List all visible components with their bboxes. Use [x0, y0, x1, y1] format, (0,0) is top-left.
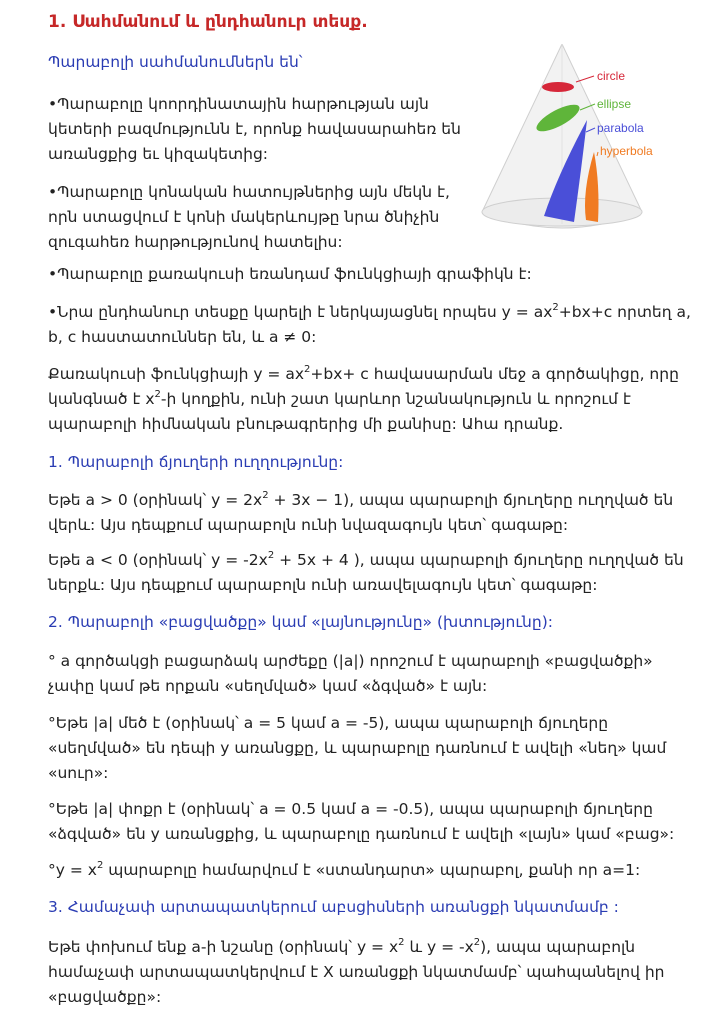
- section-2-p1-line-2: չափը կամ թե որքան «սեղմված» կամ «ձգված» է այն:: [48, 677, 488, 695]
- definition-1-line-2: կետերի բազմությունն է, որոնք հավասարահեռ են: [48, 120, 461, 138]
- section-1-p2-line-2: ներքև: Այս դեպքում պարաբոլն ունի առավելագույն կետ՝ գագաթը:: [48, 576, 598, 594]
- section-3-line-3: «բացվածքը»:: [48, 988, 162, 1006]
- hyperbola-label: hyperbola: [600, 144, 653, 158]
- section-1-p1-line-1: Եթե a > 0 (օրինակ՝ $y = 2x^2 + 3x - 1$), ապա պարաբոլի ճյուղերը ուղղված են: [48, 489, 674, 509]
- section-3-line-2: համաչափ արտապատկերվում է X առանցքի նկատմամբ՝ պահպանելով իր: [48, 963, 665, 981]
- circle-label: circle: [597, 69, 626, 83]
- section-2-p3-line-1: °Եթե |a| փոքր է (օրինակ՝ a = 0.5 կամ a = -0.5), ապա պարաբոլի ճյուղերը: [48, 800, 653, 818]
- section-1-p2-line-1: Եթե a < 0 (օրինակ՝ $y = -2x^2 + 5x + 4$ ), ապա պարաբոլի ճյուղերը ուղղված են: [48, 549, 684, 569]
- section-2-p3-line-2: «ձգված» են y առանցքից, և պարաբոլը դառնում է ավելի «լայն» կամ «բաց»:: [48, 825, 675, 843]
- definition-2-line-2: որն ստացվում է կոնի մակերևույթը նրա ծնիչին: [48, 208, 440, 226]
- definition-4-line-1: •Նրա ընդհանուր տեսքը կարելի է ներկայացնել որպես $y = ax^2+bx+c$ որտեղ a,: [48, 301, 691, 321]
- definition-2-line-1: •Պարաբոլը կոնական հատույթներից այն մեկն է,: [48, 183, 450, 201]
- section-2-p4: $^\circ y = x^2$ պարաբոլը համարվում է «ստանդարտ» պարաբոլ, քանի որ a=1:: [48, 859, 641, 879]
- parabola-label: parabola: [597, 121, 644, 135]
- definition-4-line-2: b, c հաստատուններ են, և a ≠ 0:: [48, 328, 317, 346]
- intro-line-3: պարաբոլի հիմնական բնութագրերից մի քանիսը: Ահա դրանք.: [48, 415, 564, 433]
- circle-section: [542, 82, 574, 92]
- section-3-line-1: Եթե փոխում ենք a-ի նշանը (օրինակ՝ $y = x^2$ և $y = -x^2$), ապա պարաբոլն: [48, 936, 636, 956]
- section-1-p1-line-2: վերև: Այս դեպքում պարաբոլն ունի նվազագույն կետ՝ գագաթը:: [48, 516, 569, 534]
- section-2-p2-line-3: «սուր»:: [48, 764, 109, 782]
- definitions-heading: Պարաբոլի սահմանումներն են՝: [48, 53, 303, 71]
- section-3-title: 3. Համաչափ արտապատկերում աբսցիսների առանցքի նկատմամբ :: [48, 898, 619, 916]
- definition-2-line-3: զուգահեռ հարթությունով հատելիս:: [48, 233, 343, 251]
- definition-3: •Պարաբոլը քառակուսի եռանդամ ֆունկցիայի գրաֆիկն է:: [48, 265, 532, 283]
- section-2-title: 2. Պարաբոլի «բացվածքը» կամ «լայնությունը» (խտությունը):: [48, 613, 553, 631]
- section-2-p1-line-1: ° a գործակցի բացարձակ արժեքը (|a|) որոշում է պարաբոլի «բացվածքի»: [48, 652, 653, 670]
- section-1-title: 1. Պարաբոլի ճյուղերի ուղղությունը:: [48, 453, 344, 471]
- definition-1-line-3: առանցքից եւ կիզակետից:: [48, 145, 268, 163]
- section-2-p2-line-1: °Եթե |a| մեծ է (օրինակ՝ a = 5 կամ a = -5), ապա պարաբոլի ճյուղերը: [48, 714, 609, 732]
- intro-line-1: Քառակուսի ֆունկցիայի $y = ax^2+bx+ c$ հավասարման մեջ a գործակիցը, որը: [48, 363, 679, 383]
- conic-sections-diagram: [470, 44, 682, 234]
- section-heading: 1. Սահմանում և ընդհանուր տեսք.: [48, 12, 368, 32]
- ellipse-label: ellipse: [597, 97, 632, 111]
- definition-1-line-1: •Պարաբոլը կոորդինատային հարթության այն: [48, 95, 429, 113]
- section-2-p2-line-2: «սեղմված» են դեպի y առանցքը, և պարաբոլը դառնում է ավելի «նեղ» կամ: [48, 739, 667, 757]
- intro-line-2: կանգնած է $x^2-ի$ կողքին, ունի շատ կարևոր նշանակություն և որոշում է: [48, 388, 631, 408]
